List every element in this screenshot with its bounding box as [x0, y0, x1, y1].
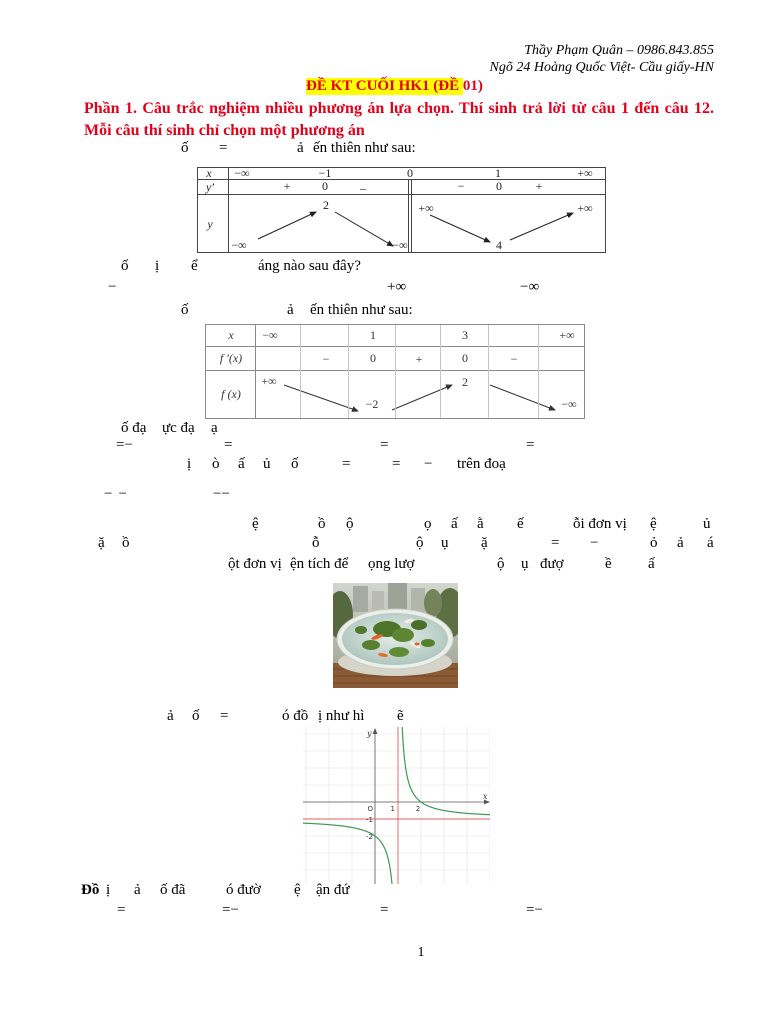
row-label-y: y — [207, 217, 213, 231]
variation-arrow-down — [335, 212, 393, 246]
text-fragment: ả — [287, 302, 294, 318]
x-value: 1 — [370, 328, 376, 342]
text-fragment: ấ — [238, 456, 245, 472]
y-tick-label: -1 — [366, 816, 373, 824]
text-fragment: ị — [106, 882, 111, 898]
row-label-derivative: f ′(x) — [219, 351, 243, 365]
text-fragment: ố — [181, 302, 189, 318]
text-fragment: = — [219, 140, 228, 156]
text-fragment: = — [342, 456, 351, 472]
option-c: = — [380, 902, 389, 918]
text-fragment: ọ — [424, 516, 432, 532]
text-fragment: ồ — [122, 535, 130, 551]
table-column-line — [348, 325, 349, 418]
row-label-f: f (x) — [221, 387, 241, 401]
x-value: 1 — [495, 166, 501, 180]
table-row-line — [198, 179, 605, 180]
y-value: +∞ — [577, 201, 593, 215]
y-axis-label: y — [367, 729, 372, 738]
option-d: =− — [526, 902, 543, 918]
text-fragment: ủ — [263, 456, 271, 472]
variation-arrow-down — [284, 385, 358, 411]
x-value: −1 — [318, 166, 332, 180]
table-column-line — [395, 325, 396, 418]
text-fragment: ệ — [650, 516, 657, 532]
text-fragment: ặ — [98, 535, 105, 551]
derivative-sign: + — [283, 179, 291, 193]
derivative-zero: 0 — [322, 179, 328, 193]
derivative-sign: _ — [360, 177, 366, 191]
variation-arrow-down — [490, 385, 555, 410]
y-value: −∞ — [392, 238, 408, 252]
text-fragment: ồ — [318, 516, 326, 532]
origin-label: O — [367, 805, 373, 813]
curve-left-branch — [303, 823, 395, 884]
x-axis-label: x — [483, 792, 488, 801]
x-value: +∞ — [577, 166, 593, 180]
text-fragment: ể — [191, 258, 198, 274]
undefined-bar-left — [408, 179, 409, 252]
text-fragment: Đồ — [81, 882, 100, 898]
text-fragment: á — [707, 535, 714, 551]
table-row-line — [198, 194, 605, 195]
x-tick-label: 2 — [415, 805, 421, 813]
text-fragment: ằ — [477, 516, 484, 532]
option-d: −∞ — [520, 279, 540, 295]
y-axis-arrow — [373, 728, 378, 734]
variation-table-1 — [197, 167, 606, 253]
f-value: −2 — [365, 397, 379, 411]
derivative-sign: − — [322, 352, 330, 366]
text-fragment: ỏ — [650, 535, 658, 551]
text-fragment: ặ — [481, 535, 488, 551]
option-a: − — [108, 279, 117, 295]
option-b: = — [224, 437, 233, 453]
text-fragment: ến thiên như sau: — [310, 302, 413, 318]
text-fragment: ấ — [451, 516, 458, 532]
option-d: = — [526, 437, 535, 453]
f-value: +∞ — [261, 374, 277, 388]
text-fragment: ố — [121, 258, 129, 274]
y-value: 4 — [496, 238, 502, 252]
section-heading: Phần 1. Câu trắc nghiệm nhiều phương án lựa chọn. Thí sinh trả lời từ câu 1 đến câu 12. — [84, 100, 714, 117]
y-value: +∞ — [418, 201, 434, 215]
text-fragment: ỗ — [312, 535, 320, 551]
y-value: 2 — [323, 198, 329, 212]
text-fragment: ỗi đơn vị — [573, 516, 627, 532]
text-fragment: ột đơn vị — [228, 556, 282, 572]
x-tick-label: 1 — [390, 805, 395, 813]
x-value: 3 — [462, 328, 468, 342]
text-fragment: − — [424, 456, 433, 472]
text-fragment: ị — [187, 456, 192, 472]
option-b: =− — [222, 902, 239, 918]
f-value: −∞ — [561, 397, 577, 411]
option-c: = — [380, 437, 389, 453]
text-fragment: ố — [291, 456, 299, 472]
row-label-derivative: y′ — [206, 180, 214, 194]
f-value: 2 — [462, 375, 468, 389]
text-fragment: ả — [677, 535, 684, 551]
exam-title: ĐỀ KT CUỐI HK1 (ĐỀ 01) — [306, 78, 483, 94]
option-a: = — [117, 902, 126, 918]
text-fragment: ạ — [211, 420, 218, 436]
text-fragment: ệ — [294, 882, 301, 898]
graph-grid — [303, 727, 490, 884]
text-fragment: ộ — [346, 516, 354, 532]
text-fragment: ố đạ — [121, 420, 147, 436]
undefined-bar-right — [411, 179, 412, 252]
text-fragment: ệ — [252, 516, 259, 532]
text-fragment: ó đườ — [226, 882, 261, 898]
text-fragment: ến thiên như sau: — [313, 140, 416, 156]
text-fragment: ộ — [416, 535, 424, 551]
text-fragment: ủ — [703, 516, 711, 532]
variation-arrow-up — [392, 385, 452, 410]
koi-pond-photo — [333, 583, 458, 688]
text-fragment: = — [551, 535, 560, 551]
derivative-sign: − — [457, 179, 465, 193]
derivative-zero: 0 — [496, 179, 502, 193]
derivative-sign: + — [535, 179, 543, 193]
text-fragment: áng nào sau đây? — [258, 258, 361, 274]
page-number: 1 — [417, 945, 425, 960]
table-column-line — [255, 325, 256, 418]
x-value: 0 — [407, 166, 413, 180]
text-fragment: ực đạ — [162, 420, 195, 436]
text-fragment: đượ — [540, 556, 564, 572]
text-fragment: ị như hì — [318, 708, 365, 724]
text-fragment: ẽ — [397, 708, 404, 724]
variation-arrow-down — [430, 215, 490, 242]
y-value: −∞ — [231, 238, 247, 252]
text-fragment: ả — [297, 140, 304, 156]
option-a: =− — [116, 437, 133, 453]
x-value: −∞ — [262, 328, 278, 342]
text-fragment: ị — [155, 258, 160, 274]
curve-right-branch — [402, 727, 490, 815]
function-graph — [303, 727, 490, 884]
text-fragment: = — [392, 456, 401, 472]
variation-arrow-up — [510, 213, 573, 240]
text-fragment: ọng lượ — [368, 556, 415, 572]
text-fragment: ụ — [521, 556, 529, 572]
table-column-line — [228, 168, 229, 252]
table-column-line — [538, 325, 539, 418]
x-value: +∞ — [559, 328, 575, 342]
text-fragment: ận đứ — [316, 882, 350, 898]
text-fragment: − — [590, 535, 599, 551]
text-fragment: ện tích để — [290, 556, 349, 572]
text-fragment: ò — [212, 456, 220, 472]
variation-arrow-up — [258, 212, 316, 239]
variation-table-2 — [205, 324, 585, 419]
text-fragment: trên đoạ — [457, 456, 506, 472]
text-fragment: ộ — [497, 556, 505, 572]
derivative-sign: + — [415, 352, 423, 366]
text-fragment: = — [220, 708, 229, 724]
row-label-x: x — [228, 328, 234, 342]
y-tick-label: -2 — [366, 833, 373, 841]
derivative-zero: 0 — [370, 351, 376, 365]
option-b: −− — [213, 486, 230, 502]
derivative-zero: 0 — [462, 351, 468, 365]
text-fragment: ố đã — [160, 882, 186, 898]
text-fragment: ó đồ — [282, 708, 309, 724]
table-column-line — [300, 325, 301, 418]
section-instruction: Mỗi câu thí sinh chỉ chọn một phương án — [84, 122, 365, 139]
option-a: −− — [104, 486, 133, 502]
text-fragment: ề — [605, 556, 612, 572]
table-column-line — [440, 325, 441, 418]
text-fragment: ả — [134, 882, 141, 898]
derivative-sign: − — [510, 352, 518, 366]
table-column-line — [488, 325, 489, 418]
text-fragment: ụ — [441, 535, 449, 551]
text-fragment: ấ — [648, 556, 655, 572]
text-fragment: ả — [167, 708, 174, 724]
row-label-x: x — [206, 166, 212, 180]
text-fragment: ế — [517, 516, 524, 532]
text-fragment: ố — [181, 140, 189, 156]
x-value: −∞ — [234, 166, 250, 180]
text-fragment: ố — [192, 708, 200, 724]
address-line: Ngõ 24 Hoàng Quốc Việt- Cầu giấy-HN — [489, 60, 714, 75]
author-line: Thầy Phạm Quân – 0986.843.855 — [524, 43, 714, 58]
option-c: +∞ — [387, 279, 407, 295]
